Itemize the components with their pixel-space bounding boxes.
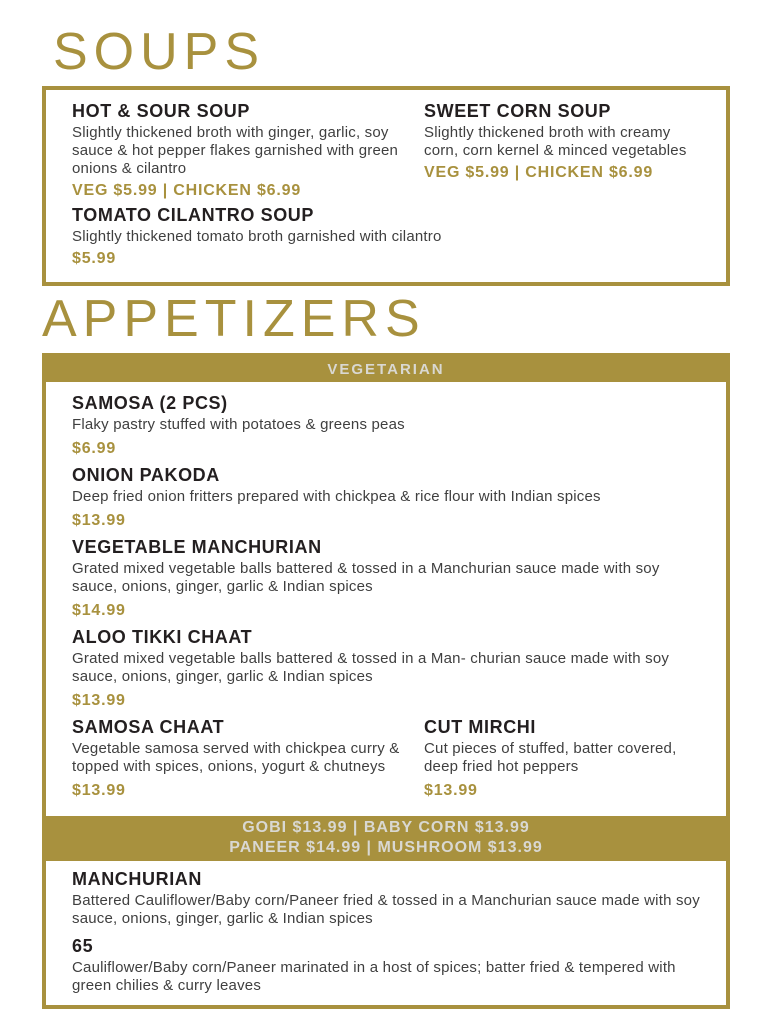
item-description: Slightly thickened broth with creamy corn, corn kernel & minced vegetables [424,124,687,159]
appetizers-row [72,717,700,807]
item-name: SWEET CORN SOUP [424,101,612,121]
category-bar-vegetarian: VEGETARIAN [46,357,726,382]
item-name: SAMOSA CHAAT [72,717,225,737]
item-description: Flaky pastry stuffed with potatoes & greens peas [72,416,405,433]
item-description: Deep fried onion fritters prepared with chickpea & rice flour with Indian spices [72,488,601,505]
menu-item-65 [72,936,700,995]
item-price: VEG $5.99 | CHICKEN $6.99 [424,164,654,181]
item-price: $13.99 [72,692,126,709]
item-name: MANCHURIAN [72,869,202,889]
variants-band-line1: GOBI $13.99 | BABY CORN $13.99 [242,819,530,836]
item-price: $14.99 [72,602,126,619]
item-name: ALOO TIKKI CHAAT [72,627,253,647]
item-description: Grated mixed vegetable balls battered & tossed in a Man- churian sauce made with soy sauce, onions, ginger, garlic & Indian spices [72,650,670,685]
item-name: 65 [72,936,94,956]
item-price: $5.99 [72,250,117,267]
item-name: CUT MIRCHI [424,717,536,737]
item-price: $13.99 [72,782,126,799]
soups-box [42,86,730,286]
soups-row [72,101,700,205]
appetizers-box [42,353,730,1009]
item-price: VEG $5.99 | CHICKEN $6.99 [72,182,302,199]
item-price: $13.99 [72,512,126,529]
item-description: Slightly thickened broth with ginger, garlic, soy sauce & hot pepper flakes garnished with green onions & cilantro [72,124,399,177]
item-description: Vegetable samosa served with chickpea curry & topped with spices, onions, yogurt & chutneys [72,740,400,775]
menu-item-aloo-tikki-chaat [72,627,700,709]
menu-item-sweet-corn-soup [424,101,700,199]
menu-item-cut-mirchi [424,717,700,807]
section-title-soups: SOUPS [53,23,266,81]
item-price: $6.99 [72,440,117,457]
menu-item-tomato-cilantro-soup [72,205,700,267]
item-description: Battered Cauliflower/Baby corn/Paneer fried & tossed in a Manchurian sauce made with soy sauce, onions, ginger, garlic & Indian spices [72,892,700,927]
variants-band-line2: PANEER $14.99 | MUSHROOM $13.99 [229,839,543,856]
item-description: Grated mixed vegetable balls battered & tossed in a Manchurian sauce made with soy sauce, onions, ginger, garlic & Indian spices [72,560,660,595]
item-name: TOMATO CILANTRO SOUP [72,205,315,225]
appetizers-box-content [46,382,726,816]
item-description: Cut pieces of stuffed, batter covered, deep fried hot peppers [424,740,677,775]
menu-item-samosa [72,393,700,457]
menu-item-hot-and-sour-soup [72,101,402,199]
menu-item-manchurian [72,869,700,928]
item-name: HOT & SOUR SOUP [72,101,251,121]
variants-band [46,816,726,861]
section-title-appetizers: APPETIZERS [42,290,426,348]
item-description: Slightly thickened tomato broth garnished with cilantro [72,228,442,245]
item-description: Cauliflower/Baby corn/Paneer marinated in a host of spices; batter fried & tempered with green chilies & curry leaves [72,959,676,994]
soups-box-content [46,90,726,282]
item-name: SAMOSA (2 PCS) [72,393,228,413]
item-name: ONION PAKODA [72,465,220,485]
item-price: $13.99 [424,782,478,799]
item-name: VEGETABLE MANCHURIAN [72,537,322,557]
appetizers-box-content-lower [46,861,726,1005]
menu-item-onion-pakoda [72,465,700,529]
menu-item-samosa-chaat [72,717,402,799]
menu-item-vegetable-manchurian [72,537,700,619]
